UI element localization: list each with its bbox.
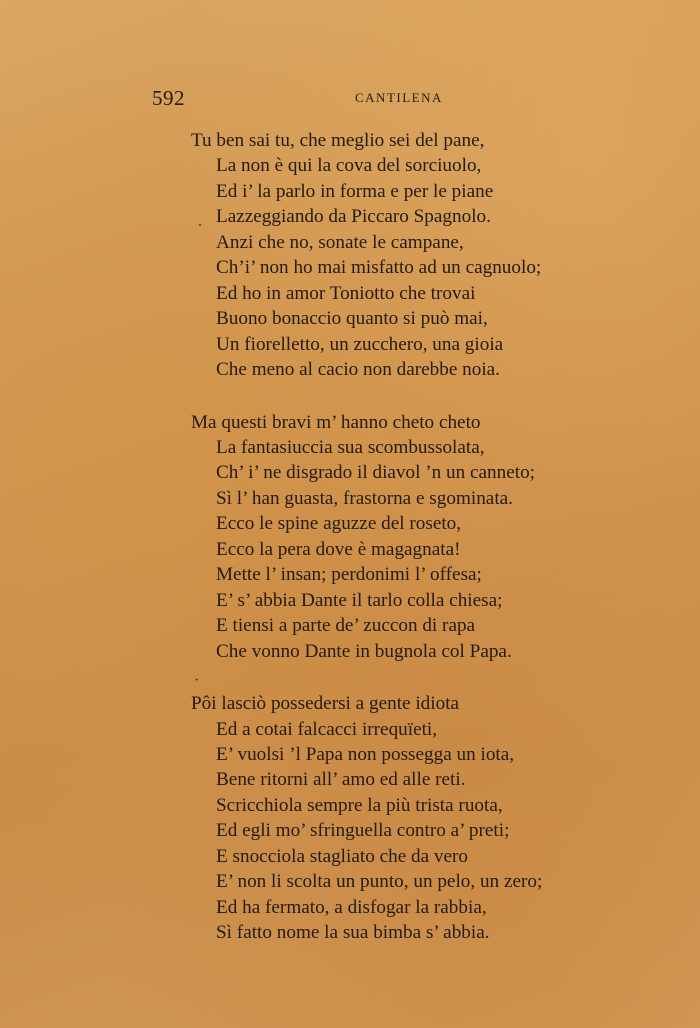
verse-line: E snocciola stagliato che da vero: [216, 845, 469, 867]
verse-line: Tu ben sai tu, che meglio sei del pane,: [191, 130, 485, 151]
verse-line: Scricchiola sempre la più trista ruota,: [216, 794, 503, 816]
verse-line: Ma questi bravi m’ hanno cheto cheto: [191, 411, 481, 433]
verse-line: Ecco le spine aguzze del roseto,: [216, 513, 462, 535]
verse-line: Ed ha fermato, a disfogar la rabbia,: [216, 896, 487, 918]
verse-line: Ed a cotai falcacci irrequïeti,: [216, 718, 438, 740]
verse-line: Pôi lasciò possedersi a gente idiota: [191, 693, 460, 715]
verse-line: Ed ho in amor Toniotto che trovai: [216, 282, 476, 304]
stanza-1: [191, 128, 691, 383]
verse-line: Ecco la pera dove è magagnata!: [216, 538, 461, 560]
verse-line: E’ s’ abbia Dante il tarlo colla chiesa;: [216, 589, 503, 611]
print-speck: .: [198, 213, 202, 230]
print-speck: ·: [194, 672, 200, 689]
page-number: 592: [152, 86, 185, 110]
running-title: CANTILENA: [355, 90, 443, 105]
verse-line: Che vonno Dante in bugnola col Papa.: [216, 640, 512, 662]
verse-line: La fantasiuccia sua scombussolata,: [216, 436, 485, 458]
verse-line: Ch’ i’ ne disgrado il diavol ’n un canneto;: [216, 462, 535, 484]
stanza-2: [191, 410, 691, 665]
verse-line: Che meno al cacio non darebbe noia.: [216, 359, 500, 381]
verse-line: Sì fatto nome la sua bimba s’ abbia.: [216, 922, 490, 944]
verse-line: Lazzeggiando da Piccaro Spagnolo.: [216, 206, 491, 228]
verse-line: Ed egli mo’ sfringuella contro a’ preti;: [216, 820, 510, 842]
verse-line: E tiensi a parte de’ zuccon di rapa: [216, 615, 476, 637]
verse-line: Bene ritorni all’ amo ed alle reti.: [216, 769, 466, 791]
verse-line: Anzi che no, sonate le campane,: [216, 231, 464, 253]
verse-line: E’ vuolsi ’l Papa non possegga un iota,: [216, 743, 515, 765]
poem: [191, 128, 691, 946]
verse-line: Buono bonaccio quanto si può mai,: [216, 308, 488, 330]
verse-line: Mette l’ insan; perdonimi l’ offesa;: [216, 564, 482, 586]
verse-line: La non è qui la cova del sorciuolo,: [216, 155, 482, 177]
verse-line: Un fiorelletto, un zucchero, una gioia: [216, 333, 504, 355]
verse-line: E’ non li scolta un punto, un pelo, un zero;: [216, 871, 543, 893]
stanza-3: [191, 691, 691, 946]
verse-line: Ch’i’ non ho mai misfatto ad un cagnuolo;: [216, 257, 542, 279]
verse-line: Sì l’ han guasta, frastorna e sgominata.: [216, 487, 513, 509]
page-header: [152, 86, 552, 110]
verse-line: Ed i’ la parlo in forma e per le piane: [216, 180, 494, 202]
